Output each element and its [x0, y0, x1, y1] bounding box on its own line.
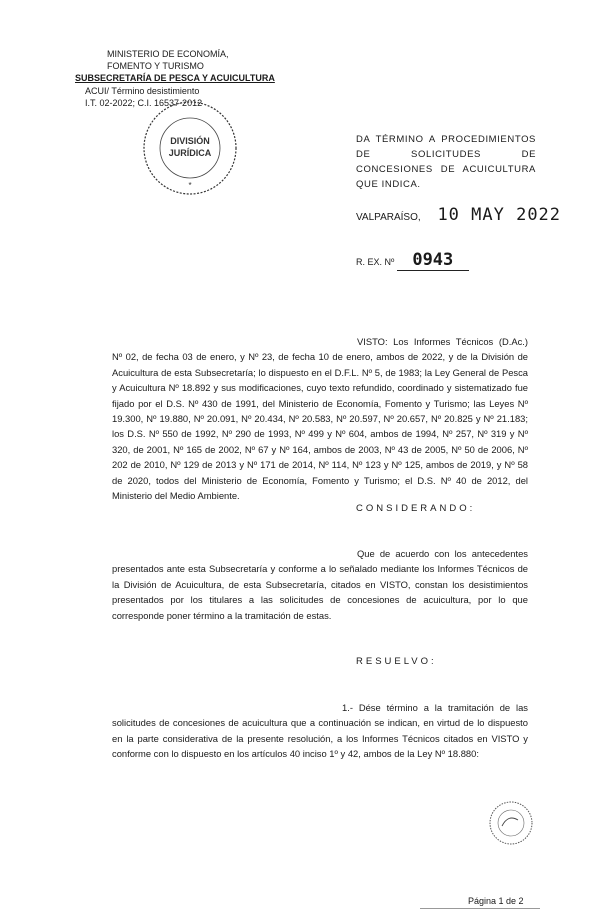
resolution-number — [356, 250, 469, 271]
resolution-title: DA TÉRMINO A PROCEDIMIENTOS DE SOLICITUDES DE CONCESIONES DE ACUICULTURA QUE INDICA. — [356, 134, 536, 190]
considerando-heading: CONSIDERANDO: — [356, 503, 476, 514]
visto-paragraph — [112, 334, 528, 503]
place-date — [356, 205, 561, 225]
considerando-paragraph — [112, 546, 528, 623]
round-seal — [488, 800, 534, 846]
division-juridica-stamp — [140, 98, 240, 198]
visto-text: VISTO: Los Informes Técnicos (D.Ac.) Nº 02, de fecha 03 de enero, y Nº 23, de fecha 10 de enero, ambos de 2022, y de la División de Acuicultura de esta Subsecretaría; lo dispuesto en el D.F.L. Nº 5, de 1983; la Ley General de Pesca y Acuicultura Nº 18.892 y sus modificaciones, cuyo texto refundido, coordinado y sistematizado fue fijado por el D.S. Nº 430 de 1991, del Ministerio de Economía, Fomento y Turismo; las Leyes Nº 19.300, Nº 19.880, Nº 20.091, Nº 20.434, Nº 20.583, Nº 20.597, Nº 20.657, Nº 20.825 y Nº 21.183; los D.S. Nº 550 de 1992, Nº 290 de 1993, Nº 499 y Nº 604, ambos de 1994, Nº 257, Nº 319 y Nº 320, de 2001, Nº 165 de 2002, Nº 67 y Nº 164, ambos de 2003, Nº 43 de 2005, Nº 50 de 2006, Nº 202 de 2010, Nº 129 de 2013 y Nº 171 de 2014, Nº 114, Nº 123 y Nº 125, ambos de 2019, y Nº 58 de 2020, todos del Ministerio de Economía, Fomento y Turismo; el D.S. Nº 40 de 2012, del Ministerio del Medio Ambiente. — [112, 336, 528, 502]
letterhead-file: I.T. 02-2022; C.I. 16537-2012 — [85, 97, 203, 108]
page-number: Página 1 de 2 — [468, 896, 524, 906]
letterhead-ministry-2: FOMENTO Y TURISMO — [107, 61, 204, 72]
svg-text:*: * — [188, 181, 192, 190]
rex-number: 0943 — [397, 250, 469, 271]
resuelvo-text: 1.- Dése término a la tramitación de las solicitudes de concesiones de acuicultura que a continuación se indican, en virtud de lo dispuesto en la parte considerativa de la presente resolución, a los Informes Técnicos citados en VISTO y conforme con lo dispuesto en los artículos 40 inciso 1º y 42, ambos de la Ley Nº 18.880: — [112, 702, 528, 760]
considerando-text: Que de acuerdo con los antecedentes presentados ante esta Subsecretaría y conforme a lo señalado mediante los Informes Técnicos de la División de Acuicultura, de esta Subsecretaría, citados en VISTO, constan los desistimientos presentados por los titulares a las solicitudes de concesiones de acuicultura, por lo que corresponde poner término a la tramitación de estas. — [112, 548, 528, 621]
resolution-date: 10 MAY 2022 — [437, 205, 562, 225]
place-label: VALPARAÍSO, — [356, 212, 421, 223]
rex-label: R. EX. Nº — [356, 257, 395, 267]
stamp-line1: DIVISIÓN — [170, 136, 210, 146]
letterhead-subsecretaria: SUBSECRETARÍA DE PESCA Y ACUICULTURA — [75, 73, 275, 84]
letterhead-ministry: MINISTERIO DE ECONOMÍA, — [107, 49, 229, 59]
footer-rule — [420, 908, 540, 909]
letterhead-ref: ACUI/ Término desistimiento — [85, 85, 200, 96]
stamp-line2: JURÍDICA — [168, 148, 212, 158]
resuelvo-heading: RESUELVO: — [356, 656, 437, 667]
resuelvo-paragraph — [112, 700, 528, 762]
